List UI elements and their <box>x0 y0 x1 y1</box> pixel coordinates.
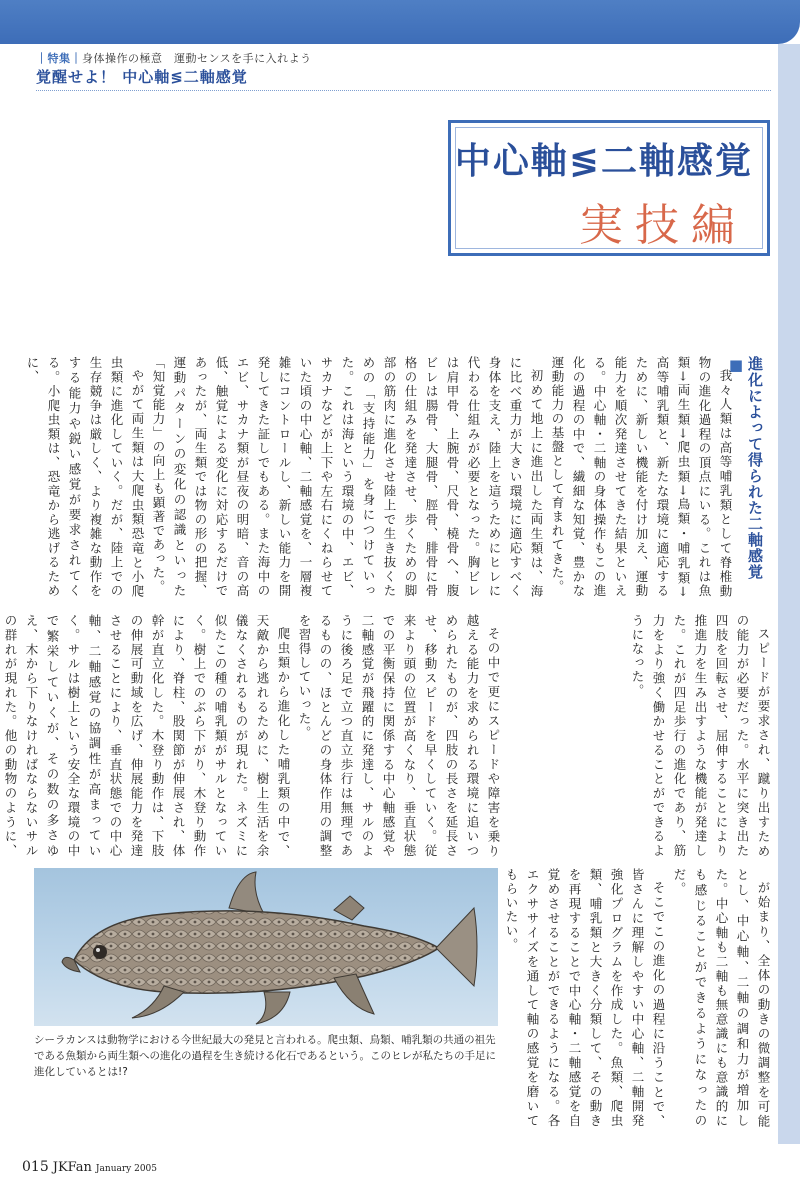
column-heading-mark: ■ <box>727 356 745 375</box>
title-main: 中心軸≶二軸感覚 <box>454 141 753 182</box>
article-text-right-bottom <box>504 868 774 1128</box>
issue-date: January 2005 <box>95 1164 158 1174</box>
page-footer <box>22 1156 157 1175</box>
figure-caption: シーラカンスは動物学における今世紀最大の発見と言われる。爬虫類、鳥類、哺乳類の共通の祖先である魚類から両生類への進化の過程を生き続ける化石であるという。このヒレが私たちの手足に進化しているとは!? <box>34 1034 496 1078</box>
page-number: 015 <box>22 1159 49 1175</box>
coelacanth-photo <box>34 868 498 1026</box>
paragraph: 我々人類は高等哺乳類として脊椎動物の進化過程の頂点にいる。これは魚類→両生類→爬虫類→鳥類・哺乳類→高等哺乳類と、新たな環境に適応するために、新しい機能を付け加え、運動能力を順次発達させてきた結果といえる。中心軸・二軸の身体操作もこの進化の過程の中で、繊細な知覚、豊かな運動能力の基盤として育まれてきた。 <box>550 356 733 598</box>
column-heading <box>727 356 766 596</box>
coelacanth-icon <box>34 868 498 1026</box>
article-text-lower <box>3 614 504 858</box>
breadcrumb-text: 身体操作の極意 運動センスを手に入れよう <box>82 52 312 65</box>
paragraph: やがて両生類は大爬虫類恐竜と小爬虫類に進化していく。だが、陸上での生存競争は厳しく、より複雑な動作をする能力や鋭い感覚が要求されてくる。小爬虫類は、恐竜から逃げるために、 <box>25 356 145 598</box>
breadcrumb <box>36 50 312 66</box>
section-divider <box>36 90 771 91</box>
paragraph: 爬虫類から進化した哺乳類の中で、天敵から逃れるために、樹上生活を余儀なくされるものが現れた。ネズミに似たこの種の哺乳類がサルとなっていく。樹上でのぶら下がり、木登り動作により、脊柱、股関節が伸展され、体幹が直立化した。木登り動作は、下肢の伸展可動域を広げ、伸展能力を発達させることにより、垂直状態での中心軸、二軸感覚の協調性が高まっていく。サルは樹上という安全な環境の中で繁栄していくが、その数の多さゆえ、木から下りなければならないサルの群れが現れた。他の動物のように、 <box>3 614 291 858</box>
article-text-right-lower-a <box>512 614 774 858</box>
paragraph: 初めて地上に進出した両生類は、海に比べ重力が大きい環境に適応すべく身体を支え、陸上を這うためにヒレに代わる仕組みが必要となった。胸ビレは肩甲骨、上腕骨、尺骨、橈骨へ、腹ビレは腸骨、大腿骨、脛骨、腓骨に骨格の仕組みを発達させ、歩くための脚部の筋肉に進化させ陸上で生き抜くための「支持能力」を身につけていった。これは海という環境の中、エビ、サカナなどが上下や左右にくねらせていた頃の中心軸、二軸感覚を、一層複雑にコントロールし、新しい能力を開発してきた証しでもある。また海中のエビ、サカナ類が昼夜の明暗、音の高低、触覚による変化に対応するだけであったが、両生類では物の形の把握、運動パターンの変化の認識といった「知覚能力」の向上も顕著であった。 <box>151 356 544 598</box>
title-box <box>448 120 770 256</box>
title-sub: 実技編 <box>579 200 747 251</box>
paragraph: スピードが要求され、蹴り出すための能力が必要だった。水平に突き出た四肢を回転させ、屈伸することにより推進力を生み出すような機能が発達した。これが四足歩行の進化であり、筋力をより強く働かせることができるようになった。 <box>630 614 771 858</box>
article-text-upper <box>25 356 736 598</box>
magazine-name: JKFan <box>52 1160 92 1175</box>
paragraph: が始まり、全体の動きの微調整を可能とし、中心軸、二軸の調和力が増加した。中心軸も二軸も無意識にも意識的にも感じることができるようになったのだ。 <box>672 868 771 1128</box>
paragraph: そこでこの進化の過程に沿うことで、皆さんに理解しやすい中心軸、二軸開発強化プログラムを作成した。魚類、爬虫類、哺乳類と大きく分類して、その動きを再現することで中心軸・二軸感覚を自覚めさせることができるようになる。各エクササイズを通して軸の感覚を磨いてもらいたい。 <box>504 868 666 1128</box>
breadcrumb-tag: ｜特集｜ <box>36 52 82 65</box>
side-rail <box>778 44 800 1144</box>
header-band <box>0 0 800 44</box>
paragraph: その中で更にスピードや障害を乗り越える能力を求められる環境に追いつめられたものが、四肢の長さを延長させ、移動スピードを早くしていく。従来より頭の位置が高くなり、垂直状態での平衡保持に関係する中心軸感覚や二軸感覚が飛躍的に発達し、サルのように後ろ足で立つ直立歩行は無理であるものの、ほとんどの身体作用の調整を習得していった。 <box>297 614 501 858</box>
section-title: 覚醒せよ！ 中心軸≶二軸感覚 <box>36 68 248 86</box>
column-heading-text: 進化によって得られた二軸感覚 <box>746 356 764 580</box>
